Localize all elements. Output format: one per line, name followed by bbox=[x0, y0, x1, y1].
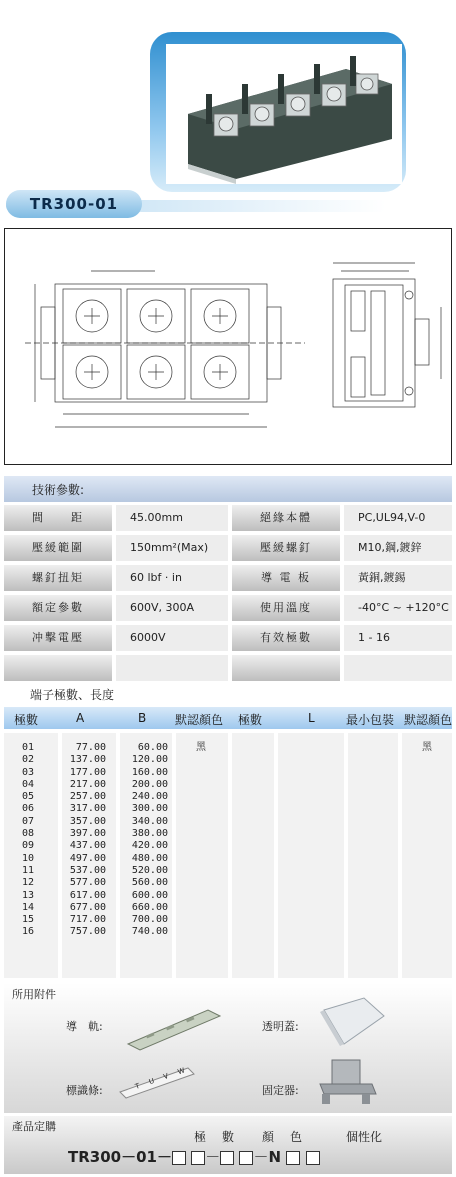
spec-label: 壓緩螺釘 bbox=[232, 535, 340, 561]
table-cell: 120.00 bbox=[131, 754, 168, 766]
spec-value: 1 - 16 bbox=[344, 625, 452, 651]
table-column bbox=[402, 733, 452, 978]
table-cell: 397.00 bbox=[69, 828, 106, 840]
marker-label: 標識條: bbox=[66, 1084, 103, 1097]
spec-label: 螺釘扭矩 bbox=[4, 565, 112, 591]
table-cell: 520.00 bbox=[131, 864, 168, 876]
table-cell: 02 bbox=[22, 754, 35, 766]
table-cell: 08 bbox=[22, 828, 35, 840]
spec-value: -40°C ~ +120°C bbox=[344, 595, 452, 621]
table-cell: 717.00 bbox=[69, 914, 106, 926]
cover-label: 透明蓋: bbox=[262, 1020, 299, 1033]
technical-drawing bbox=[4, 228, 452, 465]
table-cell: 497.00 bbox=[69, 852, 106, 864]
table-cell: 340.00 bbox=[131, 815, 168, 827]
th-a: A bbox=[76, 711, 85, 725]
order-poles-label: 極 數 bbox=[194, 1130, 237, 1144]
table-cell: 14 bbox=[22, 901, 35, 913]
table-cell: 357.00 bbox=[69, 815, 106, 827]
spec-label bbox=[4, 655, 112, 681]
table-cell: 660.00 bbox=[131, 901, 168, 913]
transparent-cover-image bbox=[318, 994, 390, 1052]
table-column bbox=[176, 733, 228, 978]
product-photo bbox=[166, 44, 402, 184]
table-cell: 04 bbox=[22, 778, 35, 790]
rail-label: 導 軌: bbox=[66, 1020, 103, 1033]
table-cell: 617.00 bbox=[69, 889, 106, 901]
table-cell: 177.00 bbox=[69, 766, 106, 778]
table-cell: 10 bbox=[22, 852, 35, 864]
spec-value: 黃銅,鍍錫 bbox=[344, 565, 452, 591]
table-cell: 380.00 bbox=[131, 828, 168, 840]
order-code: TR300－01－ － －N bbox=[68, 1146, 320, 1167]
th-default-color-2: 默認顏色 bbox=[404, 713, 453, 727]
table-column bbox=[232, 733, 274, 978]
table-cell: 160.00 bbox=[131, 766, 168, 778]
table-cell: 420.00 bbox=[131, 840, 168, 852]
table-cell: 740.00 bbox=[131, 926, 168, 938]
th-b: B bbox=[138, 711, 147, 725]
th-min-pack: 最小包裝 bbox=[346, 713, 395, 727]
poles-column bbox=[22, 742, 34, 939]
th-default-color: 默認顏色 bbox=[175, 713, 224, 727]
spec-value: 60 lbf · in bbox=[116, 565, 228, 591]
order-color-label: 顏 色 bbox=[262, 1130, 305, 1144]
spec-label: 冲擊電壓 bbox=[4, 625, 112, 651]
pole-box bbox=[172, 1151, 186, 1165]
table-cell: 677.00 bbox=[69, 901, 106, 913]
custom-box bbox=[306, 1151, 320, 1165]
table-cell: 537.00 bbox=[69, 864, 106, 876]
table-cell: 217.00 bbox=[69, 778, 106, 790]
table-cell: 77.00 bbox=[75, 742, 106, 753]
table-cell: 700.00 bbox=[131, 914, 168, 926]
a-column bbox=[66, 742, 106, 939]
fixer-label: 固定器: bbox=[262, 1084, 299, 1097]
table-cell: 137.00 bbox=[69, 754, 106, 766]
din-rail-image bbox=[124, 1004, 224, 1056]
table-cell: 200.00 bbox=[131, 778, 168, 790]
table-cell: 11 bbox=[22, 864, 35, 876]
table-cell: 577.00 bbox=[69, 877, 106, 889]
spec-label: 絕緣本體 bbox=[232, 505, 340, 531]
color-box bbox=[239, 1151, 253, 1165]
spec-header bbox=[4, 476, 452, 502]
order-code-prefix: TR300－01－ bbox=[68, 1148, 172, 1166]
color-box bbox=[220, 1151, 234, 1165]
order-title: 產品定購 bbox=[12, 1120, 56, 1133]
spec-label: 額定參數 bbox=[4, 595, 112, 621]
spec-value: M10,鋼,鍍鋅 bbox=[344, 535, 452, 561]
marker-letters: T U V W bbox=[134, 1065, 190, 1091]
table-cell: 06 bbox=[22, 803, 35, 815]
spec-value: 45.00mm bbox=[116, 505, 228, 531]
end-bracket-image bbox=[316, 1054, 378, 1110]
spec-label: 壓緩範圍 bbox=[4, 535, 112, 561]
table-cell: 13 bbox=[22, 889, 35, 901]
table-cell: 257.00 bbox=[69, 791, 106, 803]
table-column bbox=[278, 733, 344, 978]
th-l: L bbox=[308, 711, 315, 725]
spec-value: 6000V bbox=[116, 625, 228, 651]
table-cell: 757.00 bbox=[69, 926, 106, 938]
table-cell: 437.00 bbox=[69, 840, 106, 852]
table-cell: 300.00 bbox=[131, 803, 168, 815]
table-title: 端子極數、長度 bbox=[30, 688, 115, 702]
spec-label: 使用溫度 bbox=[232, 595, 340, 621]
table-header bbox=[4, 707, 452, 729]
default-color-value: 黑 bbox=[196, 742, 206, 753]
spec-title: 技術參數: bbox=[32, 483, 85, 497]
spec-value bbox=[344, 655, 452, 681]
spec-value: 150mm²(Max) bbox=[116, 535, 228, 561]
marker-strip-image bbox=[118, 1062, 196, 1106]
spec-value: PC,UL94,V-0 bbox=[344, 505, 452, 531]
b-column bbox=[124, 742, 168, 939]
spec-label: 間 距 bbox=[4, 505, 112, 531]
table-cell: 240.00 bbox=[131, 791, 168, 803]
table-cell: 560.00 bbox=[131, 877, 168, 889]
spec-label bbox=[232, 655, 340, 681]
table-cell: 60.00 bbox=[137, 742, 168, 753]
th-poles-2: 極數 bbox=[238, 713, 263, 727]
table-cell: 317.00 bbox=[69, 803, 106, 815]
default-color-value-2: 黑 bbox=[422, 742, 432, 753]
table-cell: 05 bbox=[22, 791, 35, 803]
order-code-n: N bbox=[268, 1148, 282, 1166]
table-cell: 480.00 bbox=[131, 852, 168, 864]
table-cell: 12 bbox=[22, 877, 35, 889]
table-cell: 03 bbox=[22, 766, 35, 778]
th-poles: 極數 bbox=[14, 713, 39, 727]
table-cell: 01 bbox=[22, 742, 35, 753]
table-cell: 600.00 bbox=[131, 889, 168, 901]
model-title: TR300-01 bbox=[6, 190, 142, 218]
order-custom-label: 個性化 bbox=[346, 1130, 383, 1144]
spec-value bbox=[116, 655, 228, 681]
custom-box bbox=[286, 1151, 300, 1165]
table-cell: 15 bbox=[22, 914, 35, 926]
table-cell: 07 bbox=[22, 815, 35, 827]
spec-label: 有效極數 bbox=[232, 625, 340, 651]
table-cell: 16 bbox=[22, 926, 35, 938]
table-cell: 09 bbox=[22, 840, 35, 852]
pole-box bbox=[191, 1151, 205, 1165]
spec-value: 600V, 300A bbox=[116, 595, 228, 621]
accessories-title: 所用附件 bbox=[12, 988, 56, 1001]
table-column bbox=[348, 733, 398, 978]
spec-label: 導 電 板 bbox=[232, 565, 340, 591]
